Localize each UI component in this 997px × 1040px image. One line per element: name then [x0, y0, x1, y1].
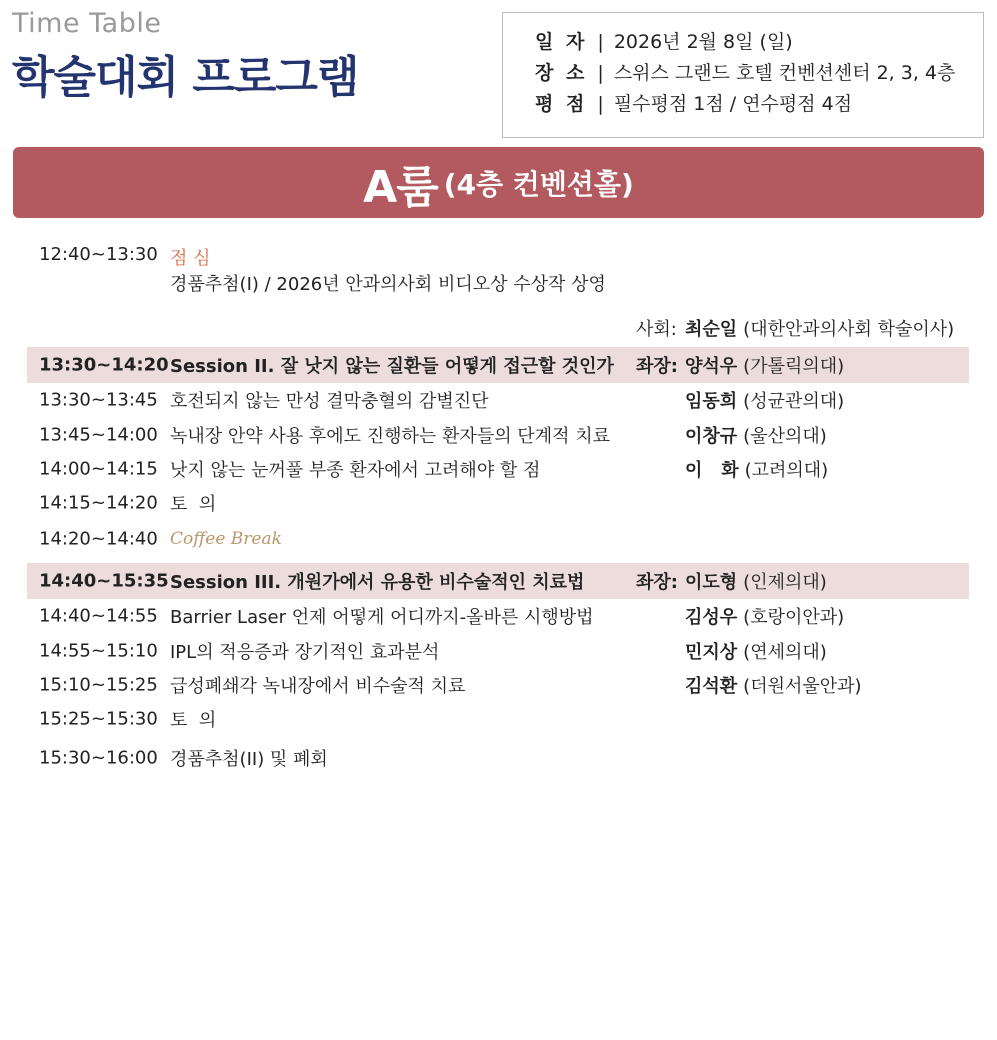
chair-affiliation: (가톨릭의대) — [743, 356, 845, 377]
talk-title: 급성폐쇄각 녹내장에서 비수술적 치료 — [170, 676, 466, 697]
talk-time: 13:45~14:00 — [39, 424, 158, 446]
talk-time: 14:00~14:15 — [39, 458, 158, 480]
chair-affiliation: (인제의대) — [743, 572, 827, 593]
speaker-name: 김석환 — [685, 676, 738, 697]
coffee-time: 14:20~14:40 — [39, 528, 158, 550]
closing-title: 경품추첨(II) 및 폐회 — [170, 749, 328, 770]
info-date — [535, 27, 983, 58]
speaker — [685, 422, 827, 448]
event-info-box — [502, 12, 984, 138]
discussion-title: 토 의 — [170, 710, 217, 731]
speaker-affiliation: (더원서울안과) — [743, 676, 862, 697]
speaker-name: 민지상 — [685, 642, 738, 663]
info-credit — [535, 89, 983, 120]
info-venue-value: 스위스 그랜드 호텔 컨벤션센터 2, 3, 4층 — [613, 62, 956, 84]
speaker-name: 이 화 — [685, 460, 739, 481]
speaker-name: 이창규 — [685, 426, 738, 447]
closing-time: 15:30~16:00 — [39, 747, 158, 769]
info-venue-label: 장 소 — [535, 62, 588, 84]
talk-row — [27, 417, 969, 453]
talk-title: 호전되지 않는 만성 결막충혈의 감별진단 — [170, 391, 489, 412]
info-separator: | — [597, 93, 604, 115]
talk-time: 14:40~14:55 — [39, 605, 158, 627]
speaker-name: 김성우 — [685, 607, 738, 628]
talk-row — [27, 382, 969, 418]
discussion-row — [27, 485, 969, 521]
chair-name: 양석우 — [685, 356, 738, 377]
speaker — [685, 672, 862, 698]
talk-title: 낫지 않는 눈꺼풀 부종 환자에서 고려해야 할 점 — [170, 460, 541, 481]
chair-name: 이도형 — [685, 572, 738, 593]
session-title: Session II. 잘 낫지 않는 질환들 어떻게 접근할 것인가 — [170, 356, 614, 377]
coffee-break-row — [27, 521, 969, 557]
chair-person — [685, 352, 844, 378]
speaker — [685, 638, 827, 664]
talk-time: 14:55~15:10 — [39, 640, 158, 662]
info-separator: | — [597, 31, 604, 53]
talk-row — [27, 633, 969, 669]
session-time: 13:30~14:20 — [39, 354, 169, 376]
session-title: Session III. 개원가에서 유용한 비수술적인 치료법 — [170, 572, 585, 593]
speaker-name: 임동희 — [685, 391, 738, 412]
talk-time: 15:10~15:25 — [39, 674, 158, 696]
speaker — [685, 603, 844, 629]
discussion-row — [27, 701, 969, 737]
speaker-affiliation: (호랑이안과) — [743, 607, 845, 628]
moderator-row — [27, 310, 969, 346]
speaker-affiliation: (성균관의대) — [743, 391, 845, 412]
lunch-label: 점 심 — [170, 248, 211, 269]
session-2-header — [27, 347, 969, 383]
info-date-label: 일 자 — [535, 31, 588, 53]
session-3-header — [27, 563, 969, 599]
talk-row — [27, 451, 969, 487]
info-credit-value: 필수평점 1점 / 연수평점 4점 — [613, 93, 853, 115]
closing-row — [27, 740, 969, 776]
lunch-description: 경품추첨(I) / 2026년 안과의사회 비디오상 수상작 상영 — [170, 274, 606, 295]
speaker — [685, 387, 844, 413]
talk-time: 13:30~13:45 — [39, 389, 158, 411]
speaker-affiliation: (고려의대) — [744, 460, 829, 481]
chair-role: 좌장: — [636, 572, 678, 593]
info-separator: | — [597, 62, 604, 84]
moderator-affiliation: (대한안과의사회 학술이사) — [743, 319, 955, 340]
session-time: 14:40~15:35 — [39, 570, 169, 592]
info-venue — [535, 58, 983, 89]
info-date-value: 2026년 2월 8일 (일) — [613, 31, 793, 53]
coffee-break-label: Coffee Break — [170, 529, 282, 549]
chair-person — [685, 568, 827, 594]
lunch-time: 12:40~13:30 — [39, 244, 158, 265]
chair-role: 좌장: — [636, 356, 678, 377]
talk-title: 녹내장 안약 사용 후에도 진행하는 환자들의 단계적 치료 — [170, 426, 610, 447]
talk-title: Barrier Laser 언제 어떻게 어디까지-올바른 시행방법 — [170, 607, 594, 628]
header — [12, 8, 358, 105]
speaker-affiliation: (연세의대) — [743, 642, 827, 663]
moderator-role: 사회: — [636, 319, 677, 340]
talk-time: 15:25~15:30 — [39, 708, 158, 730]
page-subtitle: Time Table — [12, 8, 162, 39]
page-title: 학술대회 프로그램 — [12, 52, 359, 103]
talk-time: 14:15~14:20 — [39, 492, 158, 514]
room-banner — [13, 147, 984, 218]
speaker-affiliation: (울산의대) — [743, 426, 827, 447]
room-location: (4층 컨벤션홀) — [443, 167, 634, 201]
moderator-name: 최순일 — [685, 319, 738, 340]
info-credit-label: 평 점 — [535, 93, 588, 115]
discussion-title: 토 의 — [170, 494, 217, 515]
speaker — [685, 456, 828, 482]
talk-row — [27, 598, 969, 634]
talk-row — [27, 667, 969, 703]
moderator-person — [685, 315, 954, 341]
room-name: A룸 — [363, 161, 438, 213]
talk-title: IPL의 적응증과 장기적인 효과분석 — [170, 642, 440, 663]
